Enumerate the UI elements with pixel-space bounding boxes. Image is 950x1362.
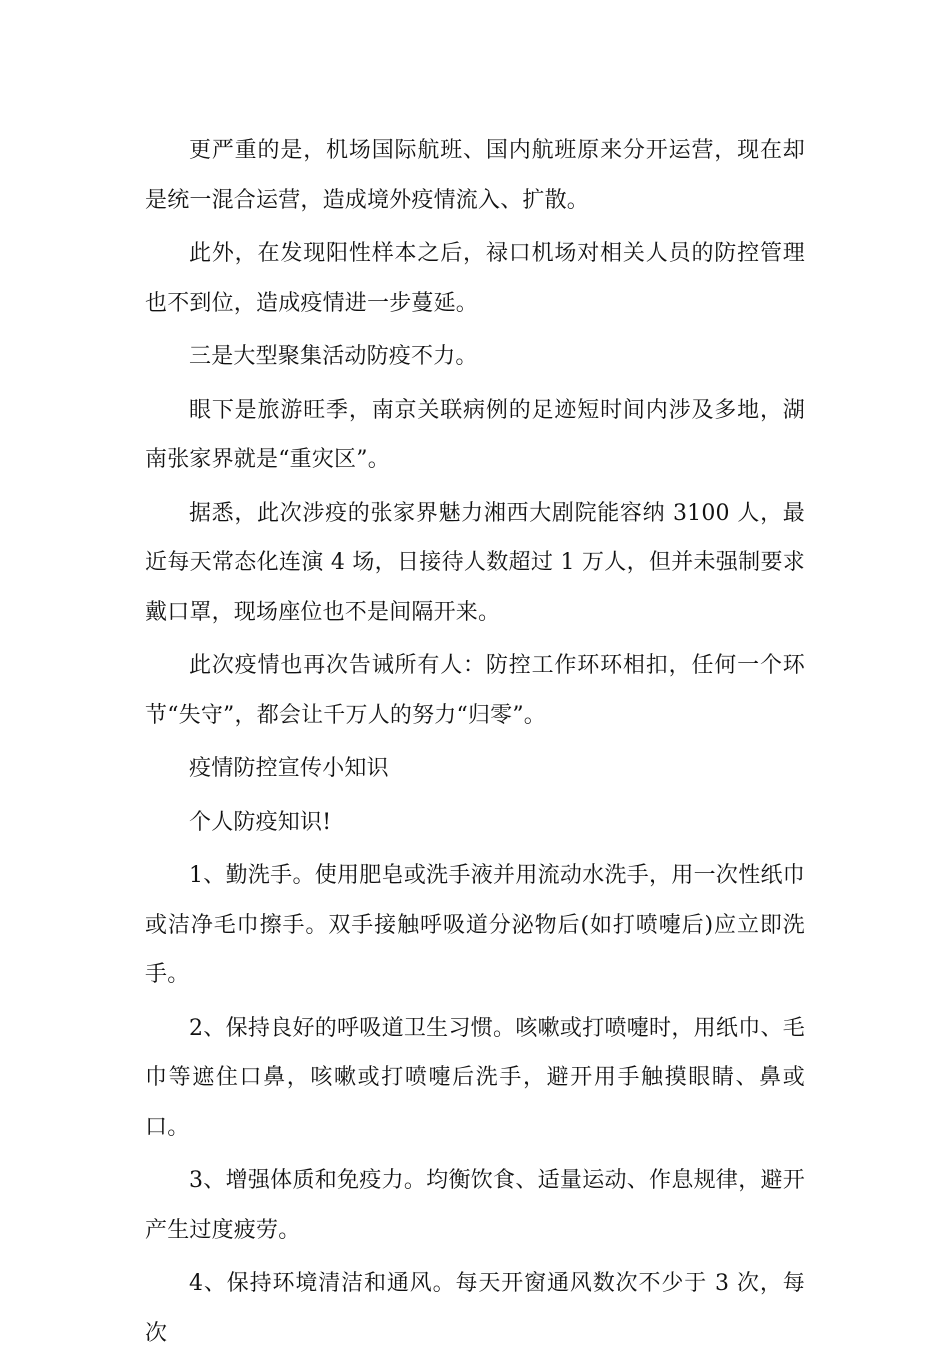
paragraph-6: 此次疫情也再次告诫所有人：防控工作环环相扣，任何一个环节“失守”，都会让千万人的努力“归零”。 [145,653,805,728]
paragraph-1: 更严重的是，机场国际航班、国内航班原来分开运营，现在却是统一混合运营，造成境外疫情流入、扩散。 [145,138,805,213]
paragraph-5: 据悉，此次涉疫的张家界魅力湘西大剧院能容纳 3100 人，最近每天常态化连演 4 场，日接待人数超过 1 万人，但并未强制要求戴口罩，现场座位也不是间隔开来。 [145,500,805,625]
list-item-3: 3、增强体质和免疫力。均衡饮食、适量运动、作息规律，避开产生过度疲劳。 [145,1168,805,1243]
section-heading: 疫情防控宣传小知识 [189,756,389,781]
list-item-1: 1、勤洗手。使用肥皂或洗手液并用流动水洗手，用一次性纸巾或洁净毛巾擦手。双手接触呼吸道分泌物后(如打喷嚏后)应立即洗手。 [145,863,805,987]
paragraph-3: 三是大型聚集活动防疫不力。 [189,344,478,369]
subsection-heading: 个人防疫知识! [189,809,332,835]
paragraph-4: 眼下是旅游旺季，南京关联病例的足迹短时间内涉及多地，湖南张家界就是“重灾区”。 [145,397,805,472]
list-item-2: 2、保持良好的呼吸道卫生习惯。咳嗽或打喷嚏时，用纸巾、毛巾等遮住口鼻，咳嗽或打喷嚏后洗手，避开用手触摸眼睛、鼻或口。 [145,1015,805,1140]
list-item-4: 4、保持环境清洁和通风。每天开窗通风数次不少于 3 次，每次 [145,1271,805,1346]
paragraph-2: 此外，在发现阳性样本之后，禄口机场对相关人员的防控管理也不到位，造成疫情进一步蔓延。 [145,241,805,316]
document-body [145,126,805,1362]
